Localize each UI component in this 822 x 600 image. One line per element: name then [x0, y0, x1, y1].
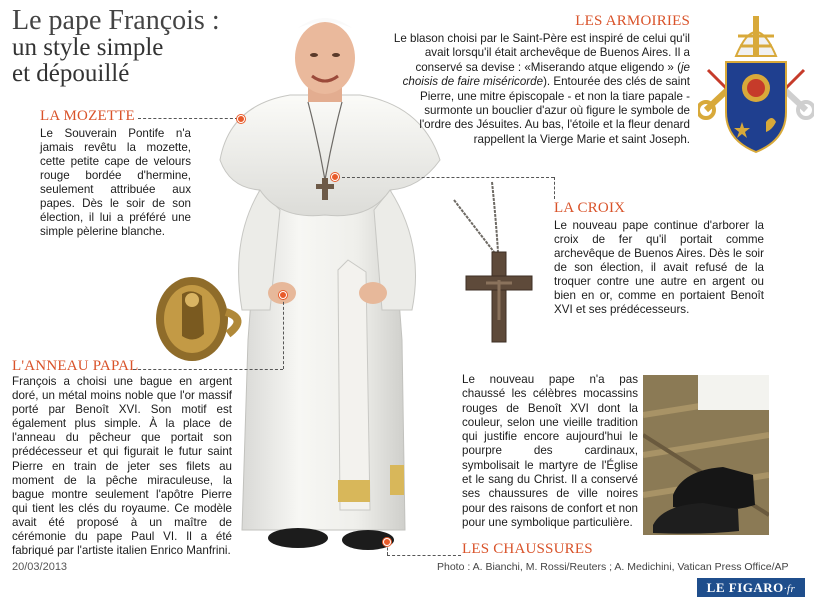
anneau-text: François a choisi une bague en argent doré, un métal moins noble que l'or massif porté par Benoît XVI. Son motif est également plus simple. À la place de l'anneau du pêcheur que portait son prédécesseur et qui figurait le futur saint Pierre en train de jeter ses filets au moment de la pêche miraculeuse, la bague montre seulement l'apôtre Pierre qui tient les clés du royaume. Ce modèle avait été proposé à un maître de cérémonie du pape Paul VI. Il a été fabriqué par l'artiste italien Enrico Manfrini.	[12, 375, 232, 558]
photo-credit: Photo : A. Bianchi, M. Rossi/Reuters ; A. Medichini, Vatican Press Office/AP	[437, 561, 789, 573]
title-line-3: et dépouillé	[12, 60, 130, 88]
papal-ring-image	[152, 274, 250, 364]
armoiries-heading: LES ARMOIRIES	[575, 13, 690, 29]
chaussures-text: Le nouveau pape n'a pas chaussé les célèbres mocassins rouges de Benoît XVI dont la couleur, selon une vieille tradition qui justifie encore aujourd'hui le pourpre des cardinaux, symbolisait le martyre de l'Église et le sang du Christ. Il a conservé ses chaussures de ville noires pour des raisons de confort et non pour une symbolique particulière.	[462, 373, 638, 529]
armoiries-text	[393, 32, 690, 147]
coat-of-arms-image	[698, 10, 814, 160]
croix-leader-line-vertical	[554, 177, 555, 199]
armoiries-text-end: ). Entourée des clés de saint Pierre, une mitre épiscopale - et non la tiare papale - surmonte un bouclier d'azur où figure le symbole de l'ordre des Jésuites. Au bas, l'étoile et la fleur denard rappellent la Vierge Marie et saint Joseph.	[419, 75, 690, 146]
title-line-2: un style simple	[12, 34, 164, 62]
logo-main-text: LE FIGARO	[706, 580, 784, 595]
mozette-marker	[237, 115, 245, 123]
mozette-text: Le Souverain Pontife n'a jamais revêtu la mozette, cette petite cape de velours rouge bordée d'hermine, seulement attribuée aux papes. Dès le soir de son élection, il lui a préféré une simple pèlerine blanche.	[40, 127, 191, 238]
publication-date: 20/03/2013	[12, 561, 68, 573]
croix-heading: LA CROIX	[554, 200, 626, 216]
page-title	[12, 6, 220, 87]
logo-suffix-text: ·fr	[783, 583, 796, 595]
croix-marker	[331, 173, 339, 181]
pectoral-cross-image	[452, 180, 547, 345]
armoiries-motto-translation: je choisis de faire miséricorde	[402, 60, 690, 89]
anneau-marker	[279, 291, 287, 299]
chaussures-leader-line	[387, 555, 461, 556]
anneau-leader-line	[133, 369, 283, 370]
shoes-photo-image	[643, 375, 769, 535]
armoiries-text-start: Le blason choisi par le Saint-Père est inspiré de celui qu'il avait lorsqu'il était archevêque de Buenos Aires. Il a conservé sa devise : «Miserando atque eligendo » (	[393, 32, 690, 74]
anneau-leader-line-vertical	[283, 297, 284, 369]
mozette-heading: LA MOZETTE	[40, 108, 135, 124]
mozette-leader-line	[138, 118, 238, 119]
title-line-1: Le pape François :	[12, 5, 220, 36]
chaussures-marker	[383, 538, 391, 546]
croix-leader-line	[337, 177, 554, 178]
chaussures-heading: LES CHAUSSURES	[462, 541, 593, 557]
anneau-heading: L'ANNEAU PAPAL	[12, 358, 139, 374]
le-figaro-logo[interactable]	[697, 578, 805, 597]
croix-text: Le nouveau pape continue d'arborer la croix de fer qu'il portait comme archevêque de Buenos Aires. Dès le soir de son élection, il avait refusé de la troquer contre une autre en argent ou bien en or, comme en portaient Benoît XVI et ses prédécesseurs.	[554, 219, 764, 316]
